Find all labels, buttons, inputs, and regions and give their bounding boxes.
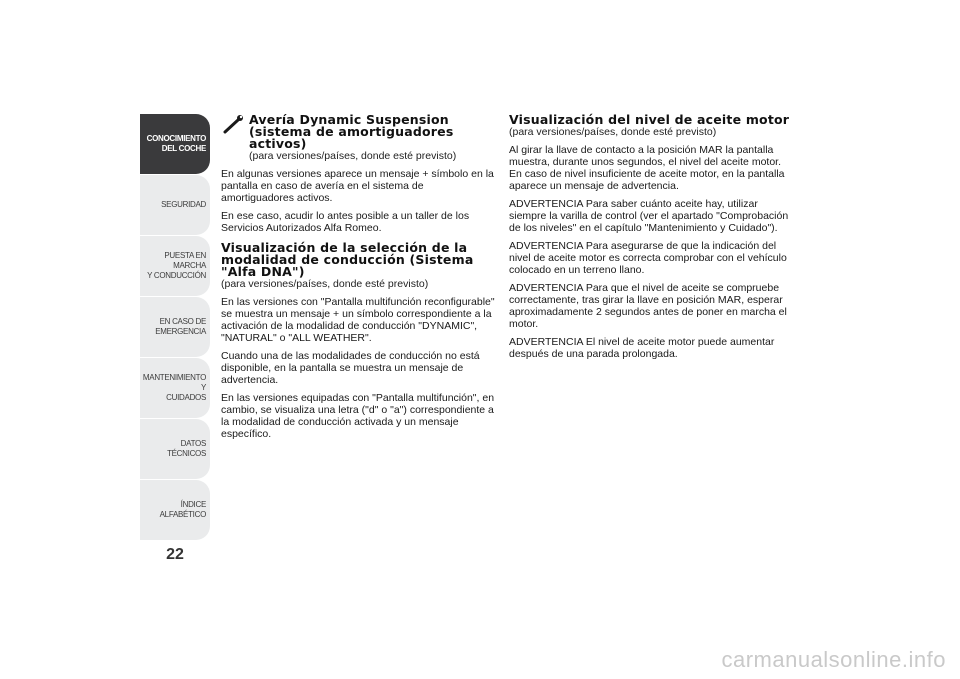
tab-label-line: DATOS TÉCNICOS bbox=[167, 439, 206, 458]
tab-mantenimiento[interactable] bbox=[140, 358, 210, 418]
tab-label-line: MANTENIMIENTO Y bbox=[142, 373, 206, 392]
tab-datos-tecnicos[interactable] bbox=[140, 419, 210, 479]
paragraph: En las versiones equipadas con "Pantalla multifunción", en cambio, se visualiza una letra ("d" o "a") correspondiente a la modalidad de conducción activada y un mensaje específico. bbox=[221, 392, 495, 440]
warning-paragraph: ADVERTENCIA Para que el nivel de aceite se compruebe correctamente, tras girar la llave en posición MAR, esperar aproximadamente 2 segundos antes de poner en marcha el motor. bbox=[509, 282, 787, 330]
right-column bbox=[509, 114, 794, 366]
paragraph: En algunas versiones aparece un mensaje + símbolo en la pantalla en caso de avería en el sistema de amortiguadores activos. bbox=[221, 168, 494, 204]
watermark: carmanualsonline.info bbox=[721, 647, 946, 672]
tab-label-line: Y CONDUCCIÓN bbox=[147, 271, 206, 280]
left-column bbox=[221, 114, 496, 446]
tab-label-line: ÍNDICE ALFABÉTICO bbox=[159, 500, 206, 519]
section-dynamic-suspension-header bbox=[221, 114, 496, 168]
section-title: Visualización del nivel de aceite motor bbox=[509, 112, 790, 127]
tab-label-line: CONOCIMIENTO bbox=[146, 134, 206, 143]
paragraph: Al girar la llave de contacto a la posición MAR la pantalla muestra, durante unos segundos, el nivel del aceite motor. En caso de nivel insuficiente de aceite motor, en la pantalla aparece un mensaje de advertencia. bbox=[509, 144, 785, 192]
chapter-sidebar bbox=[140, 114, 210, 541]
tab-puesta-en-marcha[interactable] bbox=[140, 236, 210, 296]
page-number: 22 bbox=[166, 546, 184, 563]
paragraph: Cuando una de las modalidades de conducción no está disponible, en la pantalla se muestra un mensaje de advertencia. bbox=[221, 350, 480, 386]
section-alfa-dna bbox=[221, 242, 496, 440]
section-title: Visualización de la selección de la modalidad de conducción (Sistema "Alfa DNA") bbox=[221, 240, 474, 279]
tab-label-line: EN CASO DE bbox=[159, 317, 206, 326]
tab-label-line: CUIDADOS bbox=[166, 393, 206, 402]
warning-paragraph: ADVERTENCIA El nivel de aceite motor puede aumentar después de una parada prolongada. bbox=[509, 336, 775, 360]
wrench-icon bbox=[221, 114, 245, 136]
tab-seguridad[interactable] bbox=[140, 175, 210, 235]
section-note: (para versiones/países, donde esté previsto) bbox=[509, 126, 717, 138]
warning-paragraph: ADVERTENCIA Para asegurarse de que la indicación del nivel de aceite motor es correcta comprobar con el vehículo colocado en un terreno llano. bbox=[509, 240, 787, 276]
paragraph: En ese caso, acudir lo antes posible a un taller de los Servicios Autorizados Alfa Romeo. bbox=[221, 210, 470, 234]
section-title: Avería Dynamic Suspension (sistema de amortiguadores activos) bbox=[249, 112, 454, 151]
tab-conocimiento-del-coche[interactable] bbox=[140, 114, 210, 174]
section-note: (para versiones/países, donde esté previsto) bbox=[221, 278, 429, 290]
tab-indice-alfabetico[interactable] bbox=[140, 480, 210, 540]
tab-label-line: EMERGENCIA bbox=[155, 327, 206, 336]
warning-paragraph: ADVERTENCIA Para saber cuánto aceite hay, utilizar siempre la varilla de control (ver el apartado "Comprobación de los niveles" en el capítulo "Mantenimiento y Cuidado"). bbox=[509, 198, 789, 234]
tab-label-line: SEGURIDAD bbox=[161, 200, 206, 209]
paragraph: En las versiones con "Pantalla multifunción reconfigurable" se muestra un mensaje + un símbolo correspondiente a la activación de la modalidad de conducción "DYNAMIC", "NATURAL" o "ALL WEATHER". bbox=[221, 296, 495, 344]
section-note: (para versiones/países, donde esté previsto) bbox=[249, 150, 457, 162]
tab-en-caso-de-emergencia[interactable] bbox=[140, 297, 210, 357]
tab-label-line: DEL COCHE bbox=[161, 144, 206, 153]
tab-label-line: PUESTA EN MARCHA bbox=[164, 251, 206, 270]
